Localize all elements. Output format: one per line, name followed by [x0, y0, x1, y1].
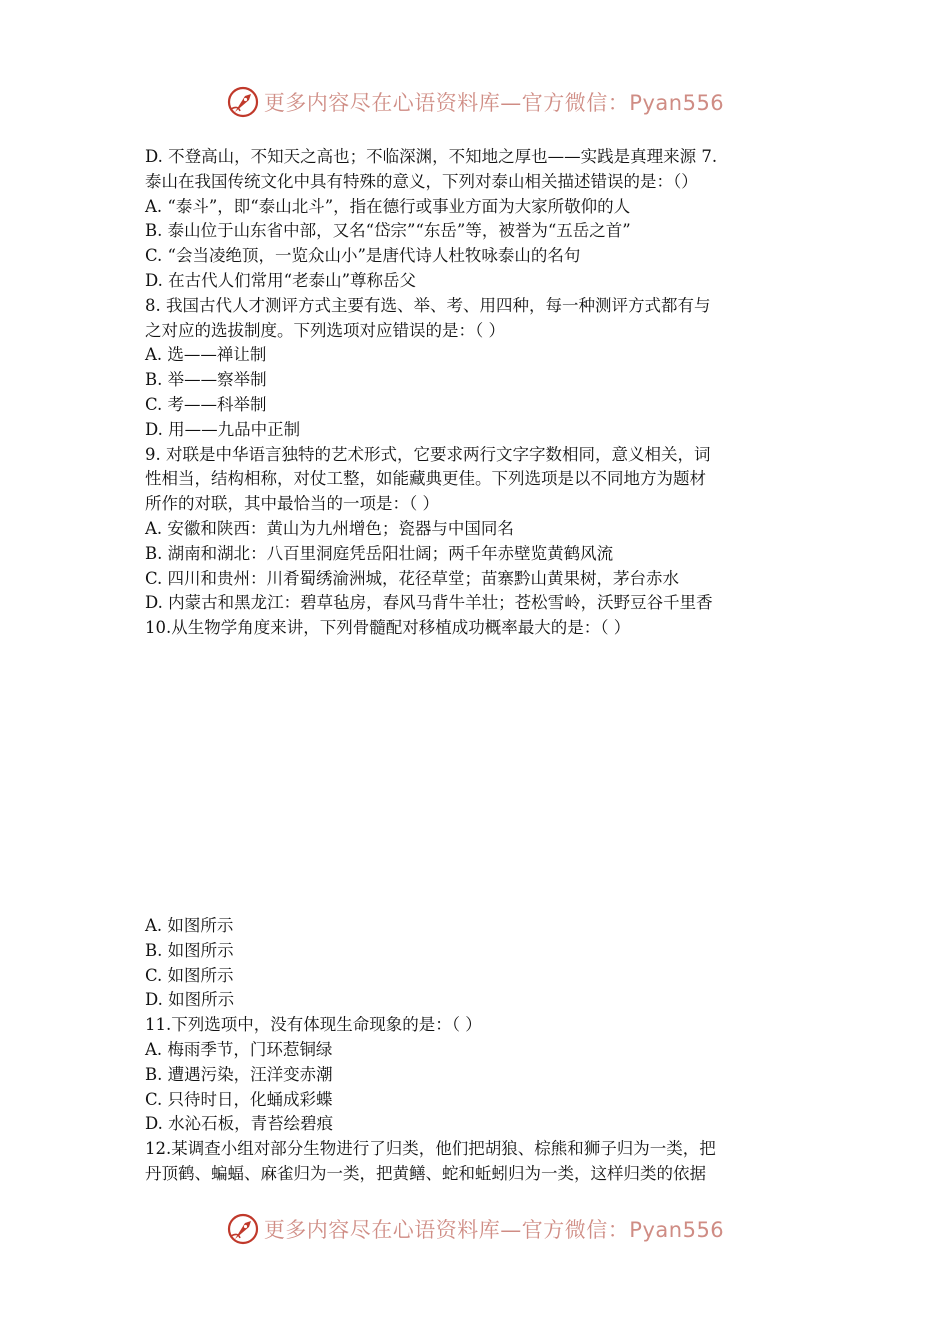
text-line: 12.某调查小组对部分生物进行了归类，他们把胡狼、棕熊和狮子归为一类，把: [145, 1139, 716, 1159]
text-line: C. 只待时日，化蛹成彩蝶: [145, 1089, 333, 1109]
text-line: 所作的对联，其中最恰当的一项是：（ ）: [145, 494, 439, 514]
text-line: D. 用——九品中正制: [145, 419, 301, 439]
header-banner: [0, 82, 950, 122]
text-line: 8. 我国古代人才测评方式主要有选、举、考、用四种，每一种测评方式都有与: [145, 295, 711, 315]
text-line: B. 举——察举制: [145, 370, 267, 390]
footer-banner: [0, 1209, 950, 1249]
footer-banner-text: 更多内容尽在心语资料库—官方微信：Pyan556: [263, 1218, 725, 1242]
text-line: B. 湖南和湖北：八百里洞庭凭岳阳壮阔；两千年赤壁览黄鹤风流: [145, 543, 614, 563]
text-line: B. 遭遇污染，汪洋变赤潮: [145, 1064, 333, 1084]
blank-figure-area: [145, 641, 810, 914]
text-line: D. 水沁石板，青苔绘碧痕: [145, 1114, 334, 1134]
text-line: B. 泰山位于山东省中部，又名“岱宗”“东岳”等，被誉为“五岳之首”: [145, 221, 631, 241]
text-line: 性相当，结构相称，对仗工整，如能藏典更佳。下列选项是以不同地方为题材: [145, 469, 706, 489]
question-content: [145, 145, 810, 1187]
text-line: C. “会当凌绝顶，一览众山小”是唐代诗人杜牧咏泰山的名句: [145, 246, 581, 266]
text-line: D. 不登高山，不知天之高也；不临深渊，不知地之厚也——实践是真理来源 7.: [145, 147, 718, 166]
text-line: B. 如图所示: [145, 940, 234, 960]
text-line: D. 在古代人们常用“老泰山”尊称岳父: [145, 270, 417, 290]
text-line: 11.下列选项中，没有体现生命现象的是：（ ）: [145, 1015, 482, 1035]
pen-nib-logo: [226, 1212, 260, 1246]
block-questions-10-12: [145, 914, 810, 1187]
text-line: 之对应的选拔制度。下列选项对应错误的是：（ ）: [145, 320, 505, 340]
text-line: C. 如图所示: [145, 965, 234, 985]
text-line: 9. 对联是中华语言独特的艺术形式，它要求两行文字字数相同，意义相关，词: [145, 444, 711, 464]
text-line: C. 四川和贵州：川肴蜀绣渝洲城，花径草堂；苗寨黔山黄果树，茅台赤水: [145, 568, 680, 588]
header-banner-text: 更多内容尽在心语资料库—官方微信：Pyan556: [263, 91, 725, 115]
pen-nib-logo: [226, 85, 260, 119]
text-line: A. 选——禅让制: [145, 345, 267, 365]
text-line: 泰山在我国传统文化中具有特殊的意义，下列对泰山相关描述错误的是：（）: [145, 171, 698, 191]
text-line: 丹顶鹤、蝙蝠、麻雀归为一类，把黄鳝、蛇和蚯蚓归为一类，这样归类的依据: [145, 1163, 706, 1183]
text-line: A. “泰斗”，即“泰山北斗”，指在德行或事业方面为大家所敬仰的人: [145, 196, 631, 216]
text-line: A. 梅雨季节，门环惹铜绿: [145, 1039, 333, 1059]
text-line: C. 考——科举制: [145, 394, 267, 414]
text-line: A. 如图所示: [145, 915, 234, 935]
text-line: D. 内蒙古和黑龙江：碧草毡房，春风马背牛羊壮；苍松雪岭，沃野豆谷千里香: [145, 593, 713, 613]
block-questions-7-10: [145, 145, 810, 641]
text-line: D. 如图所示: [145, 990, 235, 1010]
text-line: 10.从生物学角度来讲，下列骨髓配对移植成功概率最大的是：（ ）: [145, 618, 631, 638]
text-line: A. 安徽和陕西：黄山为九州增色；瓷器与中国同名: [145, 518, 514, 538]
